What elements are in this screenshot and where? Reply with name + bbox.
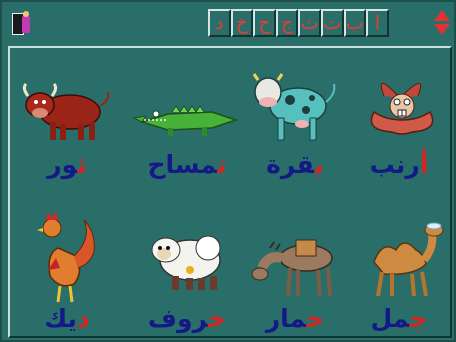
animal-word bbox=[344, 304, 454, 334]
letter-button[interactable]: خ bbox=[231, 9, 254, 37]
sheep-icon bbox=[132, 198, 242, 310]
first-letter: أ bbox=[419, 150, 429, 179]
card-sheep[interactable] bbox=[132, 198, 242, 336]
card-rabbit[interactable] bbox=[344, 50, 454, 188]
letters-bar bbox=[208, 8, 436, 38]
letter-button[interactable]: ج bbox=[276, 9, 299, 37]
word-rest: مار bbox=[265, 304, 307, 333]
word-rest: ور bbox=[47, 150, 78, 179]
first-letter: د bbox=[76, 304, 90, 333]
crocodile-icon bbox=[132, 50, 242, 160]
animal-word bbox=[12, 304, 122, 334]
word-rest: قرة bbox=[266, 150, 315, 179]
rabbit-icon bbox=[344, 50, 454, 160]
arrow-down-icon[interactable] bbox=[434, 24, 450, 35]
toolbar bbox=[8, 8, 452, 40]
first-letter: ج bbox=[409, 304, 428, 333]
word-rest: يك bbox=[44, 304, 77, 333]
animal-board bbox=[8, 46, 452, 338]
word-rest: مساح bbox=[147, 150, 218, 179]
word-rest: رنب bbox=[369, 150, 420, 179]
card-donkey[interactable] bbox=[240, 198, 350, 336]
rooster-icon bbox=[12, 198, 122, 310]
animal-word bbox=[344, 150, 454, 180]
card-rooster[interactable] bbox=[12, 198, 122, 336]
word-rest: مل bbox=[370, 304, 410, 333]
animal-word bbox=[240, 304, 350, 334]
camel-icon bbox=[344, 198, 454, 310]
letter-button[interactable]: ت bbox=[321, 9, 344, 37]
exit-door-icon[interactable] bbox=[10, 11, 32, 37]
cow-icon bbox=[240, 50, 350, 160]
letter-button[interactable]: ا bbox=[366, 9, 389, 37]
arrow-up-icon[interactable] bbox=[434, 10, 450, 21]
letter-button[interactable]: ث bbox=[298, 9, 321, 37]
first-letter: خ bbox=[208, 304, 227, 333]
first-letter: ح bbox=[306, 304, 325, 333]
card-cow[interactable] bbox=[240, 50, 350, 188]
card-camel[interactable] bbox=[344, 198, 454, 336]
animal-word bbox=[240, 150, 350, 180]
letter-button[interactable]: ح bbox=[253, 9, 276, 37]
first-letter: ث bbox=[77, 150, 87, 179]
animal-word bbox=[12, 150, 122, 180]
first-letter: ب bbox=[314, 150, 324, 179]
word-rest: روف bbox=[147, 304, 209, 333]
animal-word bbox=[132, 150, 242, 180]
animal-word bbox=[132, 304, 242, 334]
card-bull[interactable] bbox=[12, 50, 122, 188]
card-crocodile[interactable] bbox=[132, 50, 242, 188]
first-letter: ت bbox=[217, 150, 227, 179]
scroll-arrows-icon[interactable] bbox=[432, 10, 452, 38]
letter-button[interactable]: ب bbox=[344, 9, 367, 37]
bull-icon bbox=[12, 50, 122, 160]
donkey-icon bbox=[240, 198, 350, 310]
letter-button[interactable]: د bbox=[208, 9, 231, 37]
